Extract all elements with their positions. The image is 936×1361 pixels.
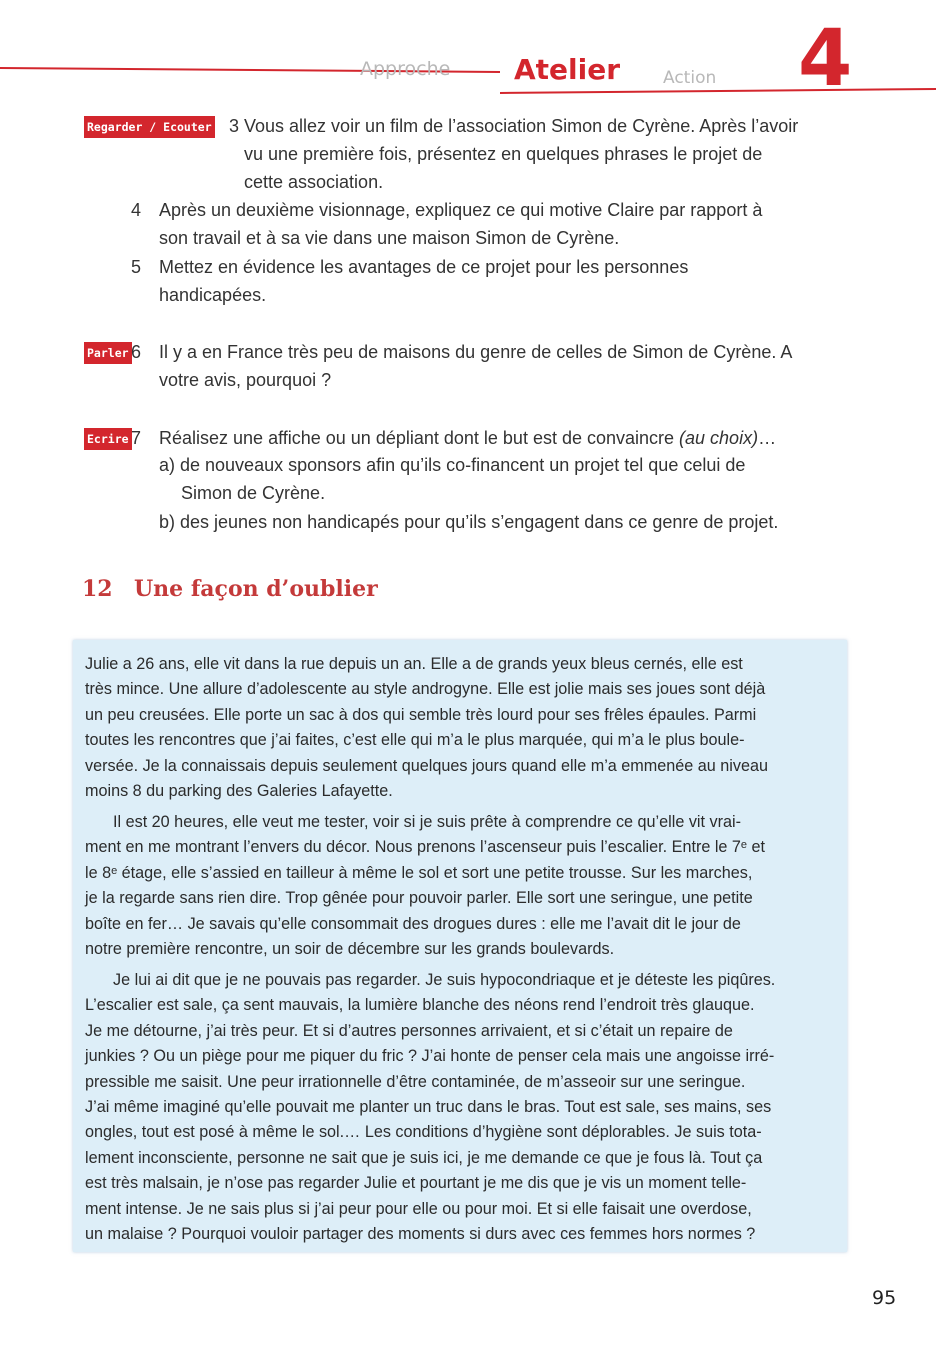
exercise-number: 7 (131, 428, 142, 448)
text-line: un peu creusées. Elle porte un sac à dos qui semble très lourd pour ses frêles épaules. Parmi (85, 705, 757, 724)
text-line: Je lui ai dit que je ne pouvais pas regarder. Je suis hypocondriaque et je déteste les piqûres. (113, 971, 776, 989)
text-line: Je me détourne, j’ai très peur. Et si d’autres personnes arrivaient, et si c’était un repaire de (85, 1021, 733, 1040)
text-line: un malaise ? Pourquoi vouloir partager des moments si durs avec ces femmes hors normes ? (85, 1225, 756, 1244)
exercise-line: votre avis, pourquoi ? (159, 370, 332, 390)
skill-tag-ecrire: Ecrire (84, 428, 132, 450)
text-line: L’escalier est sale, ça sent mauvais, la lumière blanche des néons rend l’endroit très glauque. (85, 996, 755, 1015)
exercise-line: Il y a en France très peu de maisons du genre de celles de Simon de Cyrène. A (159, 342, 793, 362)
exercise-number: 3 (229, 116, 240, 136)
tab-approche: Approche (360, 58, 451, 80)
text-line: J’ai même imaginé qu’elle pouvait me planter un truc dans le bras. Tout est sale, ses mains, ses (85, 1098, 772, 1117)
text-line: ment intense. Je ne sais plus si j’ai peur pour elle ou pour moi. Et si elle faisait une overdose, (85, 1199, 752, 1218)
text-line: très mince. Une allure d’adolescente au style androgyne. Elle est jolie mais ses joues sont déjà (85, 680, 766, 699)
paragraph (85, 652, 835, 804)
exercise-number: 6 (131, 342, 142, 362)
exercise-option: Simon de Cyrène. (181, 483, 326, 503)
exercise-number: 5 (131, 257, 142, 277)
text-line: est très malsain, je n’ose pas regarder Julie et pourtant je me dis que je vis un moment telle- (85, 1174, 747, 1193)
text-line: ongles, tout est posé à même le sol.… Les conditions d’hygiène sont déplorables. Je suis tota- (85, 1123, 762, 1142)
skill-tag-parler: Parler (84, 342, 132, 364)
tab-action: Action (663, 68, 717, 88)
text-line: pressible me saisit. Une peur irrationnelle d’être contaminée, de m’asseoir sur une seringue. (85, 1072, 746, 1091)
text-line: notre première rencontre, un soir de décembre sur les grands boulevards. (85, 940, 615, 959)
text-line: lement inconsciente, personne ne sait que je suis ici, je me demande ce que je fous là. Tout ça (85, 1148, 763, 1167)
section-number: 12 (82, 576, 113, 602)
paragraph (85, 810, 835, 962)
header-rule-graphic (0, 0, 936, 110)
page-number: 95 (872, 1287, 897, 1309)
exercise-line: son travail et à sa vie dans une maison Simon de Cyrène. (159, 228, 620, 248)
exercise-line-main: Réalisez une affiche ou un dépliant dont le but est de convaincre (159, 428, 680, 448)
exercise-line: cette association. (244, 172, 384, 192)
text-line: boîte en fer… Je savais qu’elle consommait des drogues dures : elle me l’avait dit le jour de (85, 914, 741, 933)
exercise-line: Après un deuxième visionnage, expliquez ce qui motive Claire par rapport à (159, 200, 763, 220)
section-title (82, 576, 378, 602)
text-line: moins 8 du parking des Galeries Lafayette. (85, 782, 393, 801)
unit-number: 4 (798, 14, 853, 104)
exercise-line-italic: (au choix) (679, 428, 759, 448)
text-line: versée. Je la connaissais depuis seulement quelques jours quand elle m’a emmenée au niveau (85, 756, 768, 775)
reading-text-box (73, 640, 847, 1252)
text-line: je la regarde sans rien dire. Trop gênée pour pouvoir parler. Elle sort une seringue, une petite (85, 889, 753, 908)
tab-atelier: Atelier (514, 53, 621, 86)
text-line: junkies ? Ou un piège pour me piquer du fric ? J’ai honte de penser cela mais une angoisse irré- (85, 1047, 775, 1066)
text-line: ment en me montrant l’envers du décor. Nous prenons l’ascenseur puis l’escalier. Entre le 7ᵉ et (85, 838, 765, 857)
exercise-option: a) de nouveaux sponsors afin qu’ils co-financent un projet tel que celui de (159, 455, 746, 475)
exercise-option: b) des jeunes non handicapés pour qu’ils s’engagent dans ce genre de projet. (159, 512, 779, 532)
text-line: Il est 20 heures, elle veut me tester, voir si je suis prête à comprendre ce qu’elle vit vrai- (113, 813, 741, 831)
exercise-line: Vous allez voir un film de l’association Simon de Cyrène. Après l’avoir (244, 116, 799, 136)
skill-tag-regarder-ecouter: Regarder / Ecouter (84, 116, 215, 138)
exercise-line: vu une première fois, présentez en quelques phrases le projet de (244, 144, 763, 164)
exercise-line (159, 424, 776, 452)
section-title-text: Une façon d’oublier (134, 576, 378, 602)
text-line: Julie a 26 ans, elle vit dans la rue depuis un an. Elle a de grands yeux bleus cernés, elle est (85, 655, 743, 673)
exercise-line: Mettez en évidence les avantages de ce projet pour les personnes (159, 257, 689, 277)
paragraph (85, 968, 835, 1247)
exercise-number: 4 (131, 200, 142, 220)
exercise-line-end: … (758, 428, 777, 448)
page-header (0, 0, 936, 110)
exercise-line: handicapées. (159, 285, 267, 305)
text-line: le 8ᵉ étage, elle s’assied en tailleur à même le sol et sort une petite trousse. Sur les marches, (85, 863, 753, 882)
text-line: toutes les rencontres que j’ai faites, c’est elle qui m’a le plus marquée, qui m’a le plus boule- (85, 731, 745, 750)
